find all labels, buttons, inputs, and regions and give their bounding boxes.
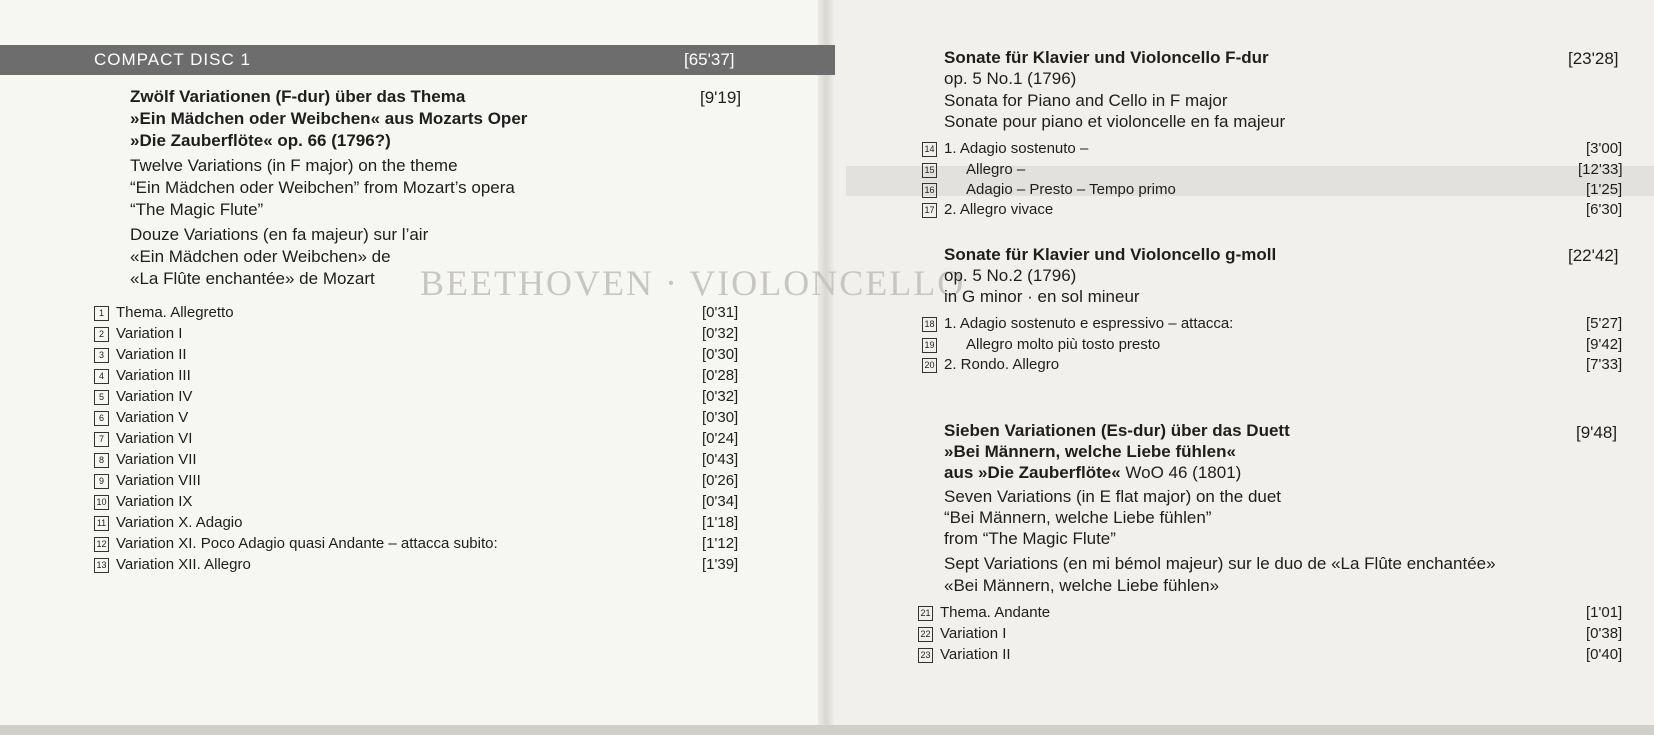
track-title: Variation II	[116, 346, 187, 363]
track-title: Variation IV	[116, 388, 193, 405]
french-title-line: «Ein Mädchen oder Weibchen» de	[130, 247, 391, 266]
sonata1-subtitle-line: op. 5 No.1 (1796)	[944, 69, 1077, 88]
track-number-box: 8	[94, 453, 109, 468]
track-row[interactable]	[94, 493, 744, 514]
track-time: [0'28]	[702, 367, 739, 384]
track-row[interactable]	[918, 604, 1638, 625]
track-row[interactable]	[922, 140, 1638, 161]
variations-title-line	[944, 462, 1241, 484]
track-title: Allegro –	[966, 161, 1026, 178]
track-row[interactable]	[922, 201, 1638, 222]
english-title-line: “The Magic Flute”	[130, 200, 264, 219]
track-row[interactable]	[94, 535, 744, 556]
french-title-line: Douze Variations (en fa majeur) sur l’air	[130, 225, 429, 244]
track-number-box: 22	[918, 627, 933, 642]
track-row[interactable]	[94, 430, 744, 451]
track-title: Variation XI. Poco Adagio quasi Andante – attacca subito:	[116, 535, 498, 552]
track-time: [1'25]	[1586, 181, 1623, 198]
track-time: [1'01]	[1586, 604, 1623, 621]
track-title: Variation I	[940, 625, 1007, 642]
sonata2-subtitle-line: op. 5 No.2 (1796)	[944, 266, 1077, 285]
track-number-box: 23	[918, 648, 933, 663]
track-title: Variation XII. Allegro	[116, 556, 251, 573]
track-number-box: 20	[922, 358, 937, 373]
track-row[interactable]	[918, 646, 1638, 667]
english-title-line: from “The Magic Flute”	[944, 529, 1116, 548]
track-number-box: 3	[94, 348, 109, 363]
sonata2-title: Sonate für Klavier und Violoncello g-moll	[944, 245, 1277, 264]
track-time: [12'33]	[1578, 161, 1623, 178]
track-number-box: 16	[922, 183, 937, 198]
sonata1-duration: [23'28]	[1568, 49, 1619, 68]
work-title-line: »Ein Mädchen oder Weibchen« aus Mozarts Oper	[130, 109, 528, 128]
track-row[interactable]	[922, 315, 1638, 336]
disc-total-time: [65'37]	[684, 50, 735, 69]
track-time: [9'42]	[1586, 336, 1623, 353]
track-title: Variation VII	[116, 451, 197, 468]
track-number-box: 9	[94, 474, 109, 489]
track-row[interactable]	[94, 556, 744, 577]
track-title: Variation VIII	[116, 472, 201, 489]
sonata1-title: Sonate für Klavier und Violoncello F-dur	[944, 48, 1269, 67]
sonata1-subtitle-line: Sonate pour piano et violoncelle en fa majeur	[944, 112, 1286, 131]
track-number-box: 11	[94, 516, 109, 531]
bleed-through-decoration: BEETHOVEN · VIOLONCELLO	[420, 263, 966, 303]
track-number-box: 12	[94, 537, 109, 552]
disc-label: COMPACT DISC 1	[94, 50, 251, 69]
track-row[interactable]	[94, 367, 744, 388]
track-title: Variation I	[116, 325, 183, 342]
track-time: [0'30]	[702, 409, 739, 426]
track-time: [0'40]	[1586, 646, 1623, 663]
english-title-line: Seven Variations (in E flat major) on the duet	[944, 487, 1282, 506]
french-title-line: «Bei Männern, welche Liebe fühlen»	[944, 576, 1220, 595]
track-time: [0'38]	[1586, 625, 1623, 642]
track-number-box: 19	[922, 338, 937, 353]
track-title: Allegro molto più tosto presto	[966, 336, 1161, 353]
track-number-box: 15	[922, 163, 937, 178]
track-row[interactable]	[94, 451, 744, 472]
sonata1-subtitle-line: Sonata for Piano and Cello in F major	[944, 91, 1228, 110]
work-title-line: Zwölf Variationen (F-dur) über das Thema	[130, 87, 466, 106]
english-title-line: “Ein Mädchen oder Weibchen” from Mozart’s opera	[130, 178, 515, 197]
sonata2-duration: [22'42]	[1568, 246, 1619, 265]
french-title-line: «La Flûte enchantée» de Mozart	[130, 269, 375, 288]
track-title: Adagio – Presto – Tempo primo	[966, 181, 1176, 198]
variations-title-catalog: WoO 46 (1801)	[1120, 463, 1242, 482]
track-time: [6'30]	[1586, 201, 1623, 218]
track-number-box: 10	[94, 495, 109, 510]
track-row[interactable]	[94, 346, 744, 367]
track-title: 2. Rondo. Allegro	[944, 356, 1060, 373]
track-row[interactable]	[94, 304, 744, 325]
track-time: [0'24]	[702, 430, 739, 447]
track-time: [0'30]	[702, 346, 739, 363]
track-time: [0'34]	[702, 493, 739, 510]
track-row[interactable]	[922, 336, 1638, 357]
track-time: [7'33]	[1586, 356, 1623, 373]
track-number-box: 2	[94, 327, 109, 342]
track-number-box: 18	[922, 317, 937, 332]
track-number-box: 13	[94, 558, 109, 573]
track-time: [5'27]	[1586, 315, 1623, 332]
track-row[interactable]	[94, 472, 744, 493]
track-row[interactable]	[94, 388, 744, 409]
track-title: Variation X. Adagio	[116, 514, 243, 531]
track-title: Variation V	[116, 409, 189, 426]
disc-header	[0, 45, 835, 75]
track-title: Variation III	[116, 367, 191, 384]
scan-edge-shadow	[0, 725, 1654, 735]
track-number-box: 1	[94, 306, 109, 321]
track-number-box: 5	[94, 390, 109, 405]
track-number-box: 4	[94, 369, 109, 384]
track-title: Variation IX	[116, 493, 193, 510]
track-row[interactable]	[922, 161, 1638, 182]
track-time: [0'31]	[702, 304, 739, 321]
booklet-spine	[818, 0, 834, 735]
track-time: [3'00]	[1586, 140, 1623, 157]
track-title: Variation II	[940, 646, 1011, 663]
variations-title-line: Sieben Variationen (Es-dur) über das Duett	[944, 421, 1290, 440]
variations-title-bold: aus »Die Zauberflöte«	[944, 463, 1121, 482]
track-row[interactable]	[922, 181, 1638, 202]
track-title: Variation VI	[116, 430, 193, 447]
track-time: [1'39]	[702, 556, 739, 573]
track-row[interactable]	[922, 356, 1638, 377]
track-title: 1. Adagio sostenuto e espressivo – attacca:	[944, 315, 1234, 332]
english-title-line: “Bei Männern, welche Liebe fühlen”	[944, 508, 1212, 527]
variations-duration: [9'48]	[1576, 423, 1618, 442]
track-title: 2. Allegro vivace	[944, 201, 1054, 218]
french-title-line: Sept Variations (en mi bémol majeur) sur le duo de «La Flûte enchantée»	[944, 554, 1496, 573]
track-title: Thema. Andante	[940, 604, 1051, 621]
track-number-box: 6	[94, 411, 109, 426]
track-number-box: 17	[922, 203, 937, 218]
track-time: [1'18]	[702, 514, 739, 531]
track-number-box: 21	[918, 606, 933, 621]
english-title-line: Twelve Variations (in F major) on the theme	[130, 156, 458, 175]
work-title-line: »Die Zauberflöte« op. 66 (1796?)	[130, 131, 391, 150]
work-duration: [9'19]	[700, 88, 742, 107]
track-time: [0'32]	[702, 388, 739, 405]
sonata2-subtitle-line: in G minor · en sol mineur	[944, 287, 1140, 306]
track-row[interactable]	[94, 409, 744, 430]
track-time: [0'26]	[702, 472, 739, 489]
variations-title-line: »Bei Männern, welche Liebe fühlen«	[944, 442, 1236, 461]
track-number-box: 14	[922, 142, 937, 157]
track-row[interactable]	[94, 514, 744, 535]
track-title: Thema. Allegretto	[116, 304, 234, 321]
track-time: [1'12]	[702, 535, 739, 552]
track-time: [0'43]	[702, 451, 739, 468]
track-time: [0'32]	[702, 325, 739, 342]
track-title: 1. Adagio sostenuto –	[944, 140, 1089, 157]
track-row[interactable]	[918, 625, 1638, 646]
track-row[interactable]	[94, 325, 744, 346]
track-number-box: 7	[94, 432, 109, 447]
